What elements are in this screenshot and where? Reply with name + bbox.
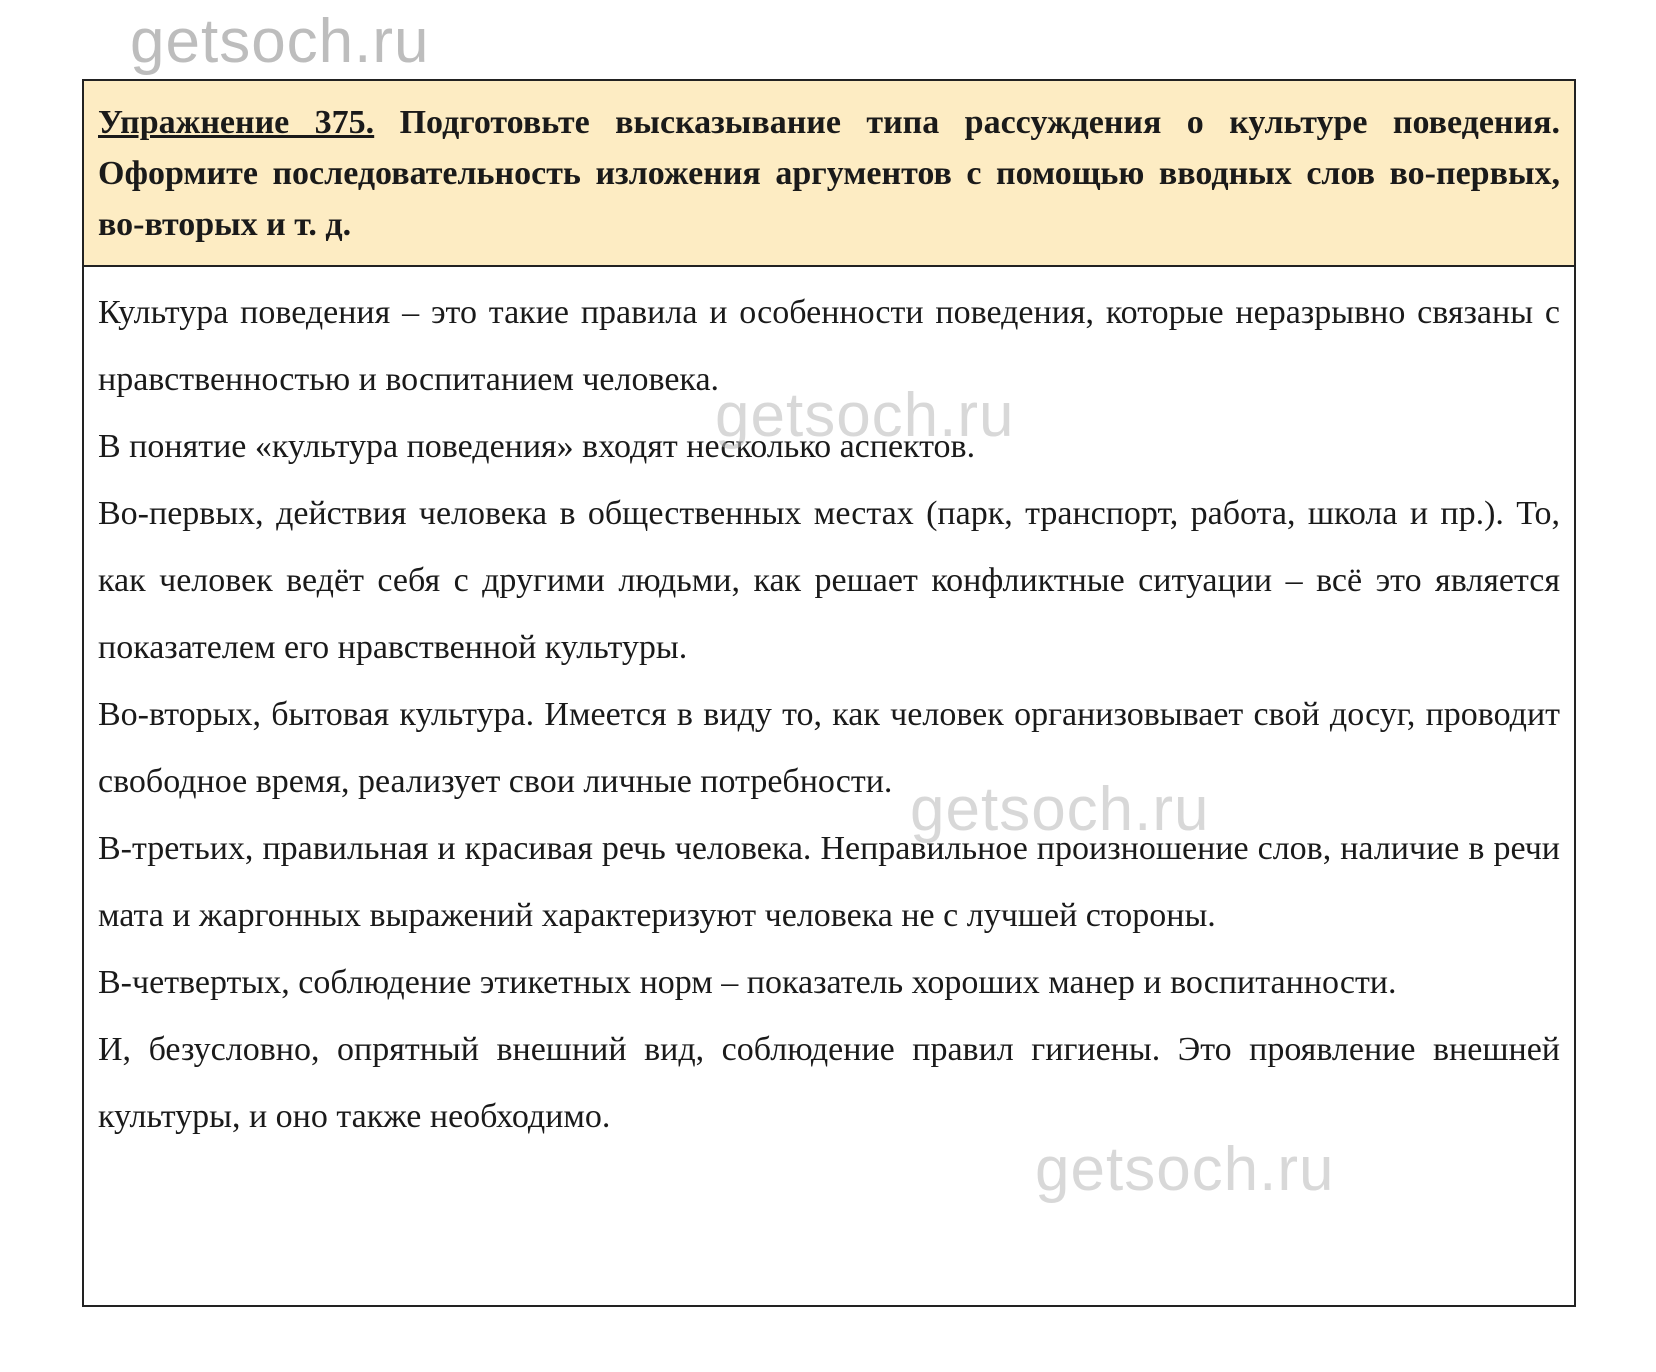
paragraph: Во-вторых, бытовая культура. Имеется в виду то, как человек организовывает свой досуг, проводит свободное время, реализует свои личные потребности. <box>98 696 1560 800</box>
paragraph: В-четвертых, соблюдение этикетных норм – показатель хороших манер и воспитанности. <box>98 964 1397 1001</box>
watermark-logo: getsoch.ru <box>130 7 430 76</box>
exercise-card <box>82 79 1576 1307</box>
watermark-overlay: getsoch.ru <box>1035 1135 1335 1204</box>
paragraph: В-третьих, правильная и красивая речь человека. Неправильное произношение слов, наличие в речи мата и жаргонных выражений характеризуют человека не с лучшей стороны. <box>98 830 1560 934</box>
watermark-overlay: getsoch.ru <box>910 775 1210 844</box>
answer-body <box>84 267 1574 1150</box>
exercise-number: Упражнение 375. <box>98 104 375 141</box>
paragraph: Во-первых, действия человека в общественных местах (парк, транспорт, работа, школа и пр.). То, как человек ведёт себя с другими людьми, как решает конфликтные ситуации – всё это является показателем его нравственной культуры. <box>98 495 1560 666</box>
watermark-overlay: getsoch.ru <box>715 381 1015 450</box>
task-header <box>84 81 1574 267</box>
task-text: Подготовьте высказывание типа рассуждения о культуре поведения. Оформите последовательность изложения аргументов с помощью вводных слов во-первых, во-вторых и т. д. <box>98 104 1561 243</box>
paragraph: И, безусловно, опрятный внешний вид, соблюдение правил гигиены. Это проявление внешней культуры, и оно также необходимо. <box>98 1031 1560 1135</box>
paragraph: В понятие «культура поведения» входят несколько аспектов. <box>98 428 976 465</box>
paragraph: Культура поведения – это такие правила и особенности поведения, которые неразрывно связаны с нравственностью и воспитанием человека. <box>98 294 1560 398</box>
